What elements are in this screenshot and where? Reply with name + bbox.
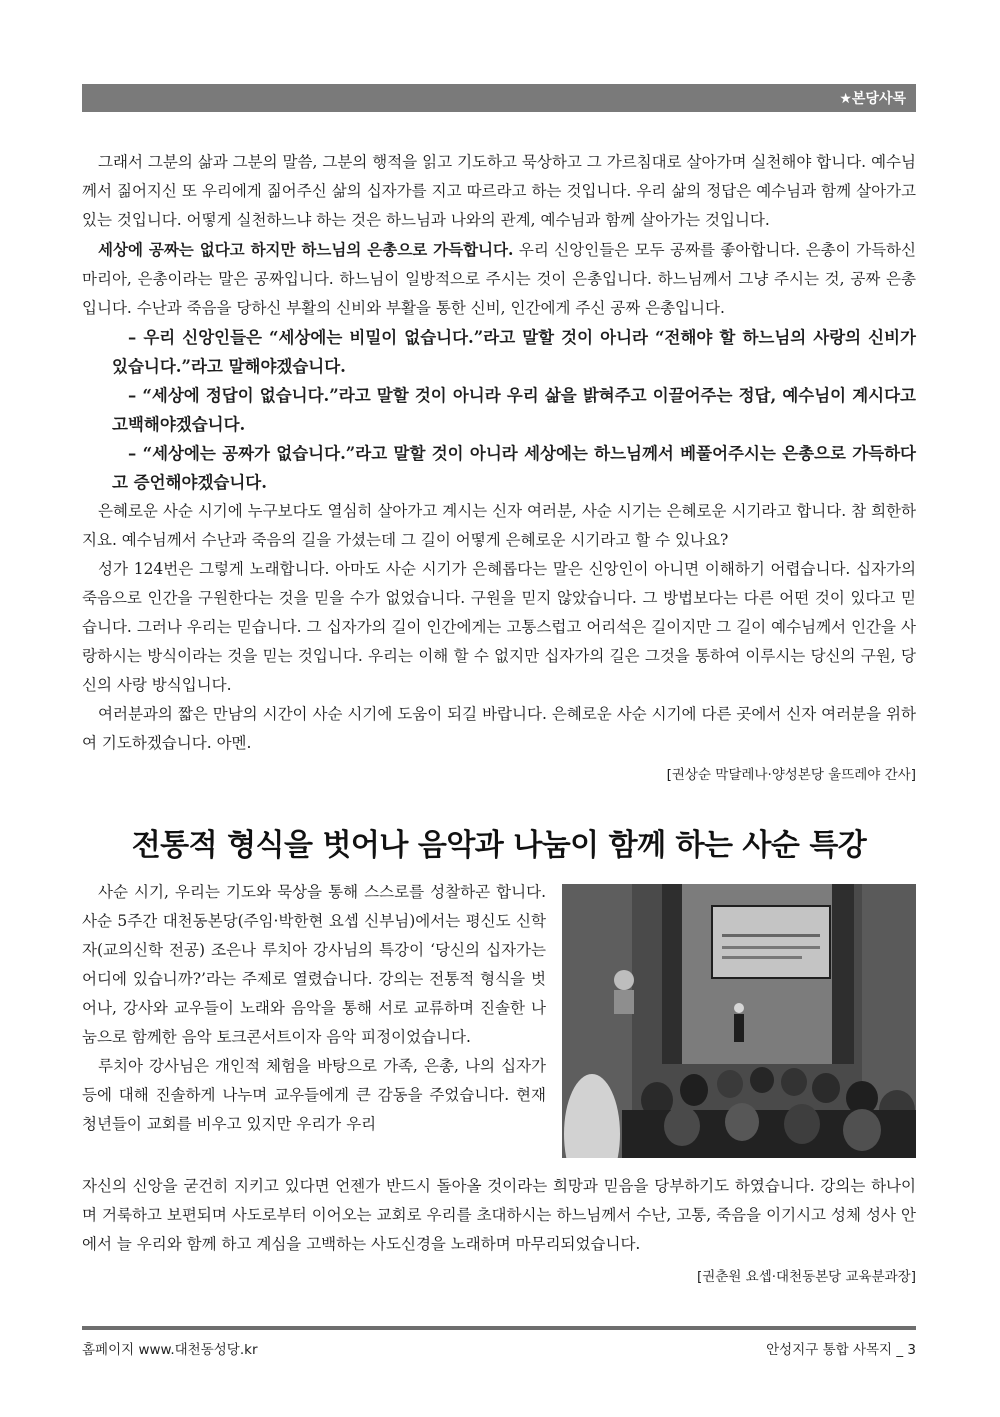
footer-homepage: 홈페이지 www.대천동성당.kr — [82, 1342, 258, 1358]
article1-paragraph-2-text: 우리 신앙인들은 모두 공짜를 좋아합니다. 은총이 가득하신 마리아, 은총이라는 말은 공짜입니다. 하느님이 일방적으로 주시는 것이 은총입니다. 하느님께서 그냥 주시는 것, 공짜 은총입니다. 수난과 죽음을 당하신 부활의 신비와 부활을 통한 신비, 인간에게 주신 공짜 은총입니다. — [82, 241, 916, 317]
article1-paragraph-4: 성가 124번은 그렇게 노래합니다. 아마도 사순 시기가 은혜롭다는 말은 신앙인이 아니면 이해하기 어렵습니다. 십자가의 죽음으로 인간을 구원한다는 것을 믿을 수가 없었습니다. 구원을 믿지 않았습니다. 그 방법보다는 다른 어떤 것이 있다고 믿습니다. 그러나 우리는 믿습니다. 그 십자가의 길이 인간에게는 고통스럽고 어리석은 길이지만 그 길이 예수님께서 인간을 사랑하시는 방식이라는 것을 믿는 것입니다. 우리는 이해 할 수 없지만 십자가의 길은 그것을 통하여 이루시는 당신의 구원, 당신의 사랑 방식입니다. — [82, 560, 916, 694]
footer-page-number: 안성지구 통합 사목지 _ 3 — [766, 1342, 916, 1358]
footer-rule — [82, 1326, 916, 1330]
article1-paragraph-1: 그래서 그분의 삶과 그분의 말씀, 그분의 행적을 읽고 기도하고 묵상하고 그 가르침대로 살아가며 실천해야 합니다. 예수님께서 짊어지신 또 우리에게 짊어주신 삶의 십자가를 지고 따르라고 하는 것입니다. 우리 삶의 정답은 예수님과 함께 살아가고 있는 것입니다. 어떻게 실천하느냐 하는 것은 하느님과 나와의 관계, 예수님과 함께 살아가는 것입니다. — [82, 153, 916, 229]
lecture-photo — [562, 884, 916, 1158]
article2-credit: [권춘원 요셉·대천동본당 교육분과장] — [696, 1269, 916, 1285]
article1-dash-item-1: – 우리 신앙인들은 “세상에는 비밀이 없습니다.”라고 말할 것이 아니라 “전해야 할 하느님의 사랑의 신비가 있습니다.”라고 말해야겠습니다. — [112, 328, 916, 376]
article1-paragraph-3: 은혜로운 사순 시기에 누구보다도 열심히 살아가고 계시는 신자 여러분, 사순 시기는 은혜로운 시기라고 합니다. 참 희한하지요. 예수님께서 수난과 죽음의 길을 가셨는데 그 길이 어떻게 은혜로운 시기라고 할 수 있나요? — [82, 502, 916, 549]
lecture-photo-illustration — [562, 884, 916, 1158]
article2-paragraph-2-full: 자신의 신앙을 굳건히 지키고 있다면 언젠가 반드시 돌아올 것이라는 희망과 믿음을 당부하기도 하였습니다. 강의는 하나이며 거룩하고 보편되며 사도로부터 이어오는 교회로 우리를 초대하시는 하느님께서 수난, 고통, 죽음을 이기시고 성체 성사 안에서 늘 우리와 함께 하고 계심을 고백하는 사도신경을 노래하며 마무리되었습니다. — [82, 1177, 916, 1253]
header-bar — [82, 84, 916, 112]
article1-paragraph-5: 여러분과의 짧은 만남의 시간이 사순 시기에 도움이 되길 바랍니다. 은혜로운 사순 시기에 다른 곳에서 신자 여러분을 위하여 기도하겠습니다. 아멘. — [82, 705, 916, 752]
article1-credit: [권상순 막달레나·양성본당 울뜨레야 간사] — [666, 767, 916, 783]
article1-paragraph-2 — [82, 235, 916, 323]
article2-paragraph-2-column: 루치아 강사님은 개인적 체험을 바탕으로 가족, 은총, 나의 십자가 등에 대해 진솔하게 나누며 교우들에게 큰 감동을 주었습니다. 현재 청년들이 교회를 비우고 있지만 우리가 우리 — [82, 1057, 546, 1133]
section-tag: ★본당사목 — [839, 91, 906, 107]
article2-paragraph-1: 사순 시기, 우리는 기도와 묵상을 통해 스스로를 성찰하곤 합니다. 사순 5주간 대천동본당(주임·박한현 요셉 신부님)에서는 평신도 신학자(교의신학 전공) 조은나 루치아 강사님의 특강이 ‘당신의 십자가는 어디에 있습니까?’라는 주제로 열렸습니다. 강의는 전통적 형식을 벗어나, 강사와 교우들이 노래와 음악을 통해 서로 교류하며 진솔한 나눔으로 함께한 음악 토크콘서트이자 음악 피정이었습니다. — [82, 883, 546, 1046]
footer — [82, 1338, 916, 1358]
article2-title: 전통적 형식을 벗어나 음악과 나눔이 함께 하는 사순 특강 — [131, 828, 867, 863]
article1-dash-item-2: – “세상에 정답이 없습니다.”라고 말할 것이 아니라 우리 삶을 밝혀주고 이끌어주는 정답, 예수님이 계시다고 고백해야겠습니다. — [112, 386, 916, 434]
article1-dash-item-3: – “세상에는 공짜가 없습니다.”라고 말할 것이 아니라 세상에는 하느님께서 베풀어주시는 은총으로 가득하다고 증언해야겠습니다. — [112, 444, 916, 492]
article-1 — [82, 148, 916, 758]
article1-bold-lead: 세상에 공짜는 없다고 하지만 하느님의 은총으로 가득합니다. — [98, 240, 514, 259]
article2-column — [82, 878, 546, 1139]
